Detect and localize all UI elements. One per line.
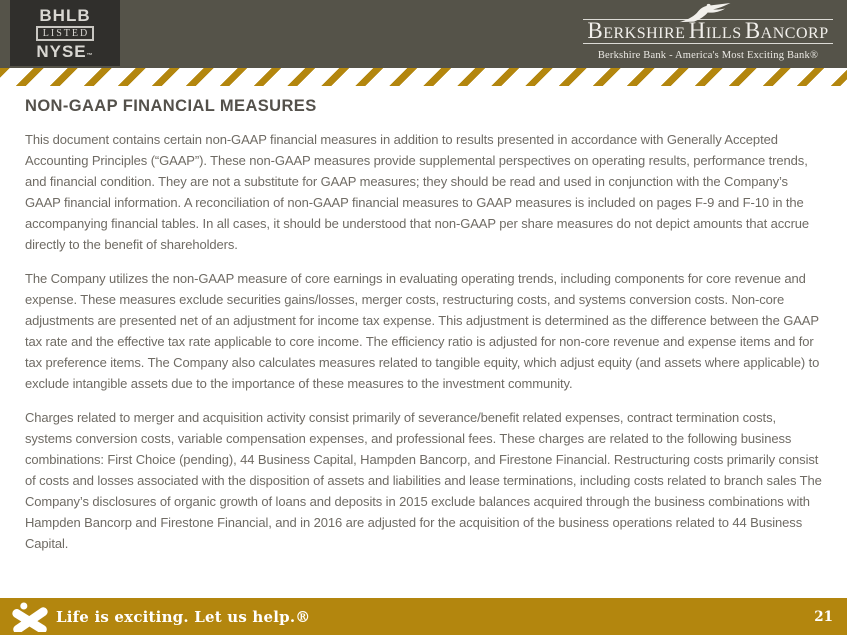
footer-tagline: Life is exciting. Let us help.® [56,607,311,626]
logo-tagline: Berkshire Bank - America's Most Exciting Bank® [597,50,819,61]
hazard-stripe-divider [0,68,847,86]
body-paragraph-1: This document contains certain non-GAAP financial measures in addition to results presented in accordance with Generally Accepted Accounting Principles (“GAAP”). These non-GAAP measures provide supplemental perspectives on operating results, performance trends, and financial condition. They are not a substitute for GAAP measures; they should be read and used in conjunction with the Company’s GAAP financial information. A reconciliation of non-GAAP financial measures to GAAP measures is included on pages F-9 and F-10 in the accompanying financial tables. In all cases, it should be understood that non-GAAP per share measures do not depict amounts that accrue directly to the benefit of shareholders. [25,132,810,252]
exchange-text: NYSE [36,41,87,61]
header-bar [0,0,847,68]
logo-wordmark: Berkshire Hills Bancorp [587,18,829,43]
ticker-symbol: BHLB [39,5,91,25]
footer-bar [0,598,847,635]
body-paragraph-3: Charges related to merger and acquisition activity consist primarily of severance/benefit related expenses, contract termination costs, systems conversion costs, variable compensation expenses, and professional fees. These charges are related to the following business combinations: First Choice (pending), 44 Business Capital, Hampden Bancorp, and Firestone Financial. Restructuring costs primarily consist of costs and losses associated with the disposition of assets and liabilities and lease terminations, including costs related to branch sales The Company’s disclosures of organic growth of loans and deposits in 2015 exclude balances acquired through the business combinations with Hampden Bancorp and Firestone Financial, and in 2016 are adjusted for the acquisition of the business operations related to 44 Business Capital. [25,410,822,551]
page-title: NON-GAAP FINANCIAL MEASURES [25,97,317,115]
eagle-icon [676,3,734,23]
body-paragraph-2: The Company utilizes the non-GAAP measure of core earnings in evaluating operating trends, including components for core revenue and expense. These measures exclude securities gains/losses, merger costs, restructuring costs, and systems conversion costs. Non-core adjustments are presented net of an adjustment for income tax expense. This adjustment is determined as the difference between the GAAP tax rate and the effective tax rate applicable to core income. The efficiency ratio is adjusted for non-core revenue and expense items and for tax preference items. The Company also calculates measures related to tangible equity, which adjust equity (and assets where applicable) to exclude intangible assets due to the importance of these measures to the investment community. [25,271,820,391]
logo-bottom-rule [583,43,833,44]
nyse-listed-badge [10,0,120,66]
trademark-mark: ™ [86,52,94,59]
excitement-x-icon [10,602,50,632]
company-logo [583,4,833,61]
page-number: 21 [814,608,833,625]
listed-label: LISTED [36,26,94,41]
exchange-name [36,43,93,60]
main-content [0,86,847,567]
